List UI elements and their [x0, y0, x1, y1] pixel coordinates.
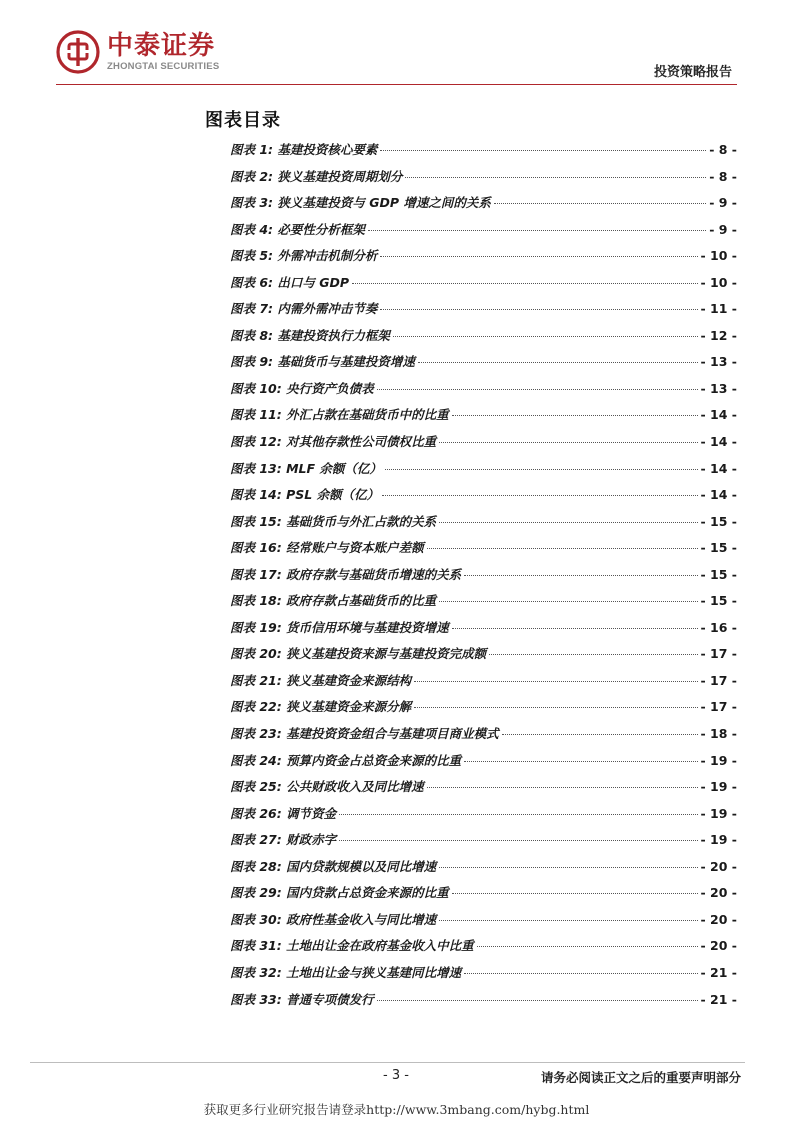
- toc-entry-page: - 19 -: [700, 805, 737, 821]
- toc-entry-page: - 17 -: [700, 672, 737, 688]
- toc-entry-label: 图表 7:: [230, 301, 274, 317]
- toc-entry-title: 狭义基建投资与 GDP 增速之间的关系: [277, 195, 491, 211]
- toc-entry[interactable]: [230, 512, 737, 539]
- toc-entry-page: - 15 -: [700, 513, 737, 529]
- toc-dot-leader: [439, 522, 697, 523]
- toc-dot-leader: [427, 548, 698, 549]
- toc-entry-label: 图表 12:: [230, 434, 282, 450]
- report-type-label: 投资策略报告: [653, 65, 732, 80]
- toc-entry-page: - 15 -: [700, 540, 737, 556]
- page-number: - 3 -: [383, 1068, 409, 1083]
- toc-entry-page: - 12 -: [700, 327, 737, 343]
- toc-entry-page: - 17 -: [700, 699, 737, 715]
- toc-entry-page: - 15 -: [700, 566, 737, 582]
- toc-entry-title: 基建投资执行力框架: [277, 327, 390, 343]
- toc-entry-title: 调节资金: [286, 805, 337, 821]
- toc-entry[interactable]: [230, 751, 737, 778]
- toc-entry[interactable]: [230, 379, 737, 406]
- toc-entry-title: 基建投资核心要素: [277, 142, 378, 157]
- toc-entry-page: - 21 -: [700, 964, 737, 980]
- toc-dot-leader: [368, 230, 706, 231]
- toc-dot-leader: [439, 867, 697, 868]
- toc-dot-leader: [377, 1000, 698, 1001]
- toc-entry[interactable]: [230, 299, 737, 326]
- toc-entry-label: 图表 28:: [230, 858, 282, 874]
- toc-dot-leader: [380, 150, 706, 151]
- toc-entry-title: 出口与 GDP: [277, 274, 350, 290]
- toc-entry-label: 图表 30:: [230, 911, 282, 927]
- toc-entry[interactable]: [230, 857, 737, 884]
- toc-entry-title: 狭义基建投资来源与基建投资完成额: [286, 646, 487, 662]
- toc-title: 图表目录: [205, 110, 281, 131]
- toc-entry-title: 国内贷款占总资金来源的比重: [286, 885, 449, 901]
- toc-entry-page: - 13 -: [700, 354, 737, 370]
- toc-entry-page: - 10 -: [700, 248, 737, 264]
- toc-entry-title: 基建投资资金组合与基建项目商业模式: [286, 726, 499, 742]
- toc-entry-title: MLF 余额（亿）: [286, 460, 382, 476]
- toc-dot-leader: [439, 442, 697, 443]
- toc-entry-page: - 15 -: [700, 593, 737, 609]
- toc-entry-title: 财政赤字: [286, 832, 337, 848]
- toc-entry-title: 狭义基建资金来源分解: [286, 699, 412, 715]
- toc-entry[interactable]: [230, 963, 737, 990]
- toc-entry[interactable]: [230, 273, 737, 300]
- toc-entry[interactable]: [230, 804, 737, 831]
- company-logo: [56, 30, 219, 74]
- toc-entry-page: - 14 -: [700, 407, 737, 423]
- toc-entry-page: - 20 -: [700, 858, 737, 874]
- toc-entry-page: - 19 -: [700, 752, 737, 768]
- toc-entry-label: 图表 2:: [230, 168, 274, 184]
- logo-chinese-name: 中泰证券: [107, 30, 216, 61]
- toc-entry-title: 基础货币与基建投资增速: [277, 354, 415, 370]
- toc-dot-leader: [405, 177, 706, 178]
- toc-dot-leader: [385, 469, 698, 470]
- toc-entry[interactable]: [230, 432, 737, 459]
- toc-entry-label: 图表 14:: [230, 487, 282, 503]
- toc-entry[interactable]: [230, 167, 737, 194]
- toc-entry-title: 必要性分析框架: [277, 221, 365, 237]
- toc-dot-leader: [339, 840, 697, 841]
- toc-entry-label: 图表 9:: [230, 354, 274, 370]
- toc-entry-label: 图表 17:: [230, 566, 282, 582]
- toc-entry[interactable]: [230, 618, 737, 645]
- toc-entry-label: 图表 32:: [230, 964, 282, 980]
- header-divider: [56, 84, 737, 85]
- zhongtai-logo-icon: [56, 30, 100, 74]
- toc-entry[interactable]: [230, 724, 737, 751]
- toc-entry-label: 图表 25:: [230, 779, 282, 795]
- toc-entry-page: - 20 -: [700, 885, 737, 901]
- toc-entry-label: 图表 15:: [230, 513, 282, 529]
- toc-dot-leader: [414, 707, 697, 708]
- toc-dot-leader: [494, 203, 706, 204]
- toc-entry[interactable]: [230, 193, 737, 220]
- toc-dot-leader: [352, 283, 697, 284]
- toc-entry-page: - 13 -: [700, 380, 737, 396]
- toc-entry-page: - 10 -: [700, 274, 737, 290]
- toc-entry[interactable]: [230, 777, 737, 804]
- toc-dot-leader: [477, 946, 698, 947]
- toc-entry-page: - 11 -: [700, 301, 737, 317]
- toc-entry-title: 狭义基建投资周期划分: [277, 168, 403, 184]
- toc-entry-title: 内需外需冲击节奏: [277, 301, 378, 317]
- toc-dot-leader: [427, 787, 698, 788]
- toc-entry-page: - 20 -: [700, 911, 737, 927]
- toc-entry[interactable]: [230, 910, 737, 937]
- toc-entry-page: - 19 -: [700, 779, 737, 795]
- toc-entry[interactable]: [230, 697, 737, 724]
- toc-entry-page: - 18 -: [700, 726, 737, 742]
- toc-entry-title: 政府存款占基础货币的比重: [286, 593, 437, 609]
- toc-entry-label: 图表 16:: [230, 540, 282, 556]
- toc-list: [230, 140, 737, 1016]
- toc-entry-label: 图表 27:: [230, 832, 282, 848]
- toc-entry-label: 图表 22:: [230, 699, 282, 715]
- toc-entry-page: - 20 -: [700, 938, 737, 954]
- toc-entry-title: 公共财政收入及同比增速: [286, 779, 424, 795]
- toc-entry-title: 国内贷款规模以及同比增速: [286, 858, 437, 874]
- toc-dot-leader: [452, 415, 698, 416]
- toc-entry[interactable]: [230, 883, 737, 910]
- toc-dot-leader: [393, 336, 698, 337]
- toc-entry[interactable]: [230, 936, 737, 963]
- toc-entry-label: 图表 11:: [230, 407, 282, 423]
- toc-dot-leader: [418, 362, 698, 363]
- toc-dot-leader: [464, 973, 697, 974]
- toc-entry-page: - 8 -: [709, 142, 737, 157]
- toc-entry[interactable]: [230, 459, 737, 486]
- toc-entry-page: - 21 -: [700, 991, 737, 1007]
- footer-divider: [30, 1062, 745, 1063]
- toc-entry-label: 图表 19:: [230, 619, 282, 635]
- toc-entry-title: 基础货币与外汇占款的关系: [286, 513, 437, 529]
- toc-entry-title: 土地出让金在政府基金收入中比重: [286, 938, 474, 954]
- toc-dot-leader: [380, 309, 697, 310]
- toc-entry-title: 央行资产负债表: [286, 380, 374, 396]
- toc-entry-title: 政府存款与基础货币增速的关系: [286, 566, 462, 582]
- toc-entry-label: 图表 3:: [230, 195, 274, 211]
- toc-dot-leader: [414, 681, 697, 682]
- toc-entry-label: 图表 33:: [230, 991, 282, 1007]
- toc-entry-label: 图表 5:: [230, 248, 274, 264]
- toc-entry-page: - 14 -: [700, 487, 737, 503]
- toc-entry-label: 图表 1:: [230, 142, 274, 157]
- toc-entry-title: 土地出让金与狭义基建同比增速: [286, 964, 462, 980]
- toc-entry[interactable]: [230, 591, 737, 618]
- toc-entry-page: - 16 -: [700, 619, 737, 635]
- toc-entry[interactable]: [230, 220, 737, 247]
- toc-dot-leader: [439, 601, 697, 602]
- toc-entry[interactable]: [230, 405, 737, 432]
- toc-entry-page: - 14 -: [700, 434, 737, 450]
- source-link-line[interactable]: 获取更多行业研究报告请登录http://www.3mbang.com/hybg.html: [203, 1102, 590, 1117]
- logo-english-name: ZHONGTAI SECURITIES: [107, 60, 220, 72]
- toc-entry-page: - 19 -: [700, 832, 737, 848]
- toc-entry-title: 货币信用环境与基建投资增速: [286, 619, 449, 635]
- toc-entry[interactable]: [230, 671, 737, 698]
- toc-entry-title: 外汇占款在基础货币中的比重: [286, 407, 449, 423]
- toc-entry-title: 预算内资金占总资金来源的比重: [286, 752, 462, 768]
- toc-dot-leader: [377, 389, 698, 390]
- toc-entry-label: 图表 4:: [230, 221, 274, 237]
- toc-entry-label: 图表 29:: [230, 885, 282, 901]
- toc-entry-title: 狭义基建资金来源结构: [286, 672, 412, 688]
- toc-entry[interactable]: [230, 565, 737, 592]
- toc-entry[interactable]: [230, 644, 737, 671]
- toc-dot-leader: [452, 628, 698, 629]
- toc-dot-leader: [489, 654, 697, 655]
- toc-entry-title: 对其他存款性公司债权比重: [286, 434, 437, 450]
- toc-entry[interactable]: [230, 140, 737, 167]
- toc-entry-label: 图表 23:: [230, 726, 282, 742]
- toc-entry-title: 普通专项债发行: [286, 991, 374, 1007]
- toc-entry-label: 图表 8:: [230, 327, 274, 343]
- toc-entry[interactable]: [230, 246, 737, 273]
- toc-entry-page: - 17 -: [700, 646, 737, 662]
- toc-entry-page: - 14 -: [700, 460, 737, 476]
- toc-entry-page: - 9 -: [709, 221, 737, 237]
- toc-entry-page: - 9 -: [709, 195, 737, 211]
- toc-entry-label: 图表 26:: [230, 805, 282, 821]
- toc-entry[interactable]: [230, 990, 737, 1017]
- toc-entry-label: 图表 21:: [230, 672, 282, 688]
- toc-entry-label: 图表 10:: [230, 380, 282, 396]
- toc-entry-page: - 8 -: [709, 168, 737, 184]
- toc-entry[interactable]: [230, 485, 737, 512]
- toc-entry-label: 图表 18:: [230, 593, 282, 609]
- toc-dot-leader: [439, 920, 697, 921]
- toc-dot-leader: [464, 575, 697, 576]
- toc-dot-leader: [502, 734, 698, 735]
- toc-entry-label: 图表 31:: [230, 938, 282, 954]
- toc-entry-title: 外需冲击机制分析: [277, 248, 378, 264]
- toc-dot-leader: [464, 761, 697, 762]
- toc-entry-title: PSL 余额（亿）: [286, 487, 380, 503]
- toc-entry[interactable]: [230, 352, 737, 379]
- toc-dot-leader: [380, 256, 697, 257]
- disclaimer-text: 请务必阅读正文之后的重要声明部分: [540, 1070, 741, 1085]
- toc-entry-label: 图表 13:: [230, 460, 282, 476]
- toc-entry-title: 经常账户与资本账户差额: [286, 540, 424, 556]
- toc-entry-label: 图表 24:: [230, 752, 282, 768]
- toc-entry[interactable]: [230, 830, 737, 857]
- toc-entry[interactable]: [230, 538, 737, 565]
- toc-dot-leader: [382, 495, 697, 496]
- toc-entry-label: 图表 6:: [230, 274, 274, 290]
- toc-entry-title: 政府性基金收入与同比增速: [286, 911, 437, 927]
- toc-entry[interactable]: [230, 326, 737, 353]
- toc-entry-label: 图表 20:: [230, 646, 282, 662]
- toc-dot-leader: [452, 893, 698, 894]
- toc-dot-leader: [339, 814, 697, 815]
- page-header: [0, 0, 793, 90]
